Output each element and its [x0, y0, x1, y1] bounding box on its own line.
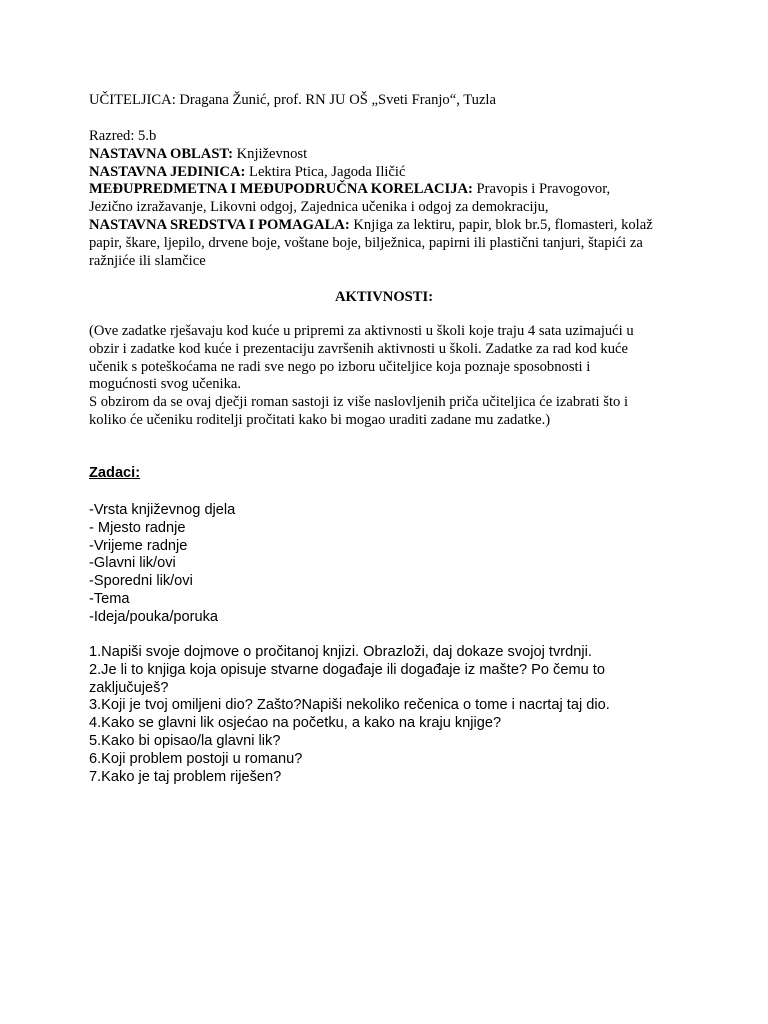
grade-line: Razred: 5.b — [89, 128, 157, 144]
question-item: 5.Kako bi opisao/la glavni lik? — [89, 732, 281, 749]
tasks-heading-text: Zadaci: — [89, 465, 141, 481]
resources-line — [89, 217, 689, 235]
question-item: 4.Kako se glavni lik osjećao na početku, a kako na kraju knjige? — [89, 715, 502, 732]
task-item: -Sporedni lik/ovi — [89, 573, 193, 590]
unit-line — [89, 164, 689, 182]
task-item: -Vrijeme radnje — [89, 537, 188, 554]
question-item: zaključuješ? — [89, 679, 169, 696]
activities-heading — [89, 289, 679, 307]
area-value: Književnost — [232, 145, 308, 162]
correlation-label: MEĐUPREDMETNA I MEĐUPODRUČNA KORELACIJA: — [89, 181, 473, 198]
task-item: -Ideja/pouka/poruka — [89, 608, 218, 625]
activities-line: (Ove zadatke rješavaju kod kuće u pripremi za aktivnosti u školi koje traju 4 sata uzimajući u — [89, 323, 634, 339]
task-item: -Tema — [89, 590, 130, 607]
tasks-heading — [89, 465, 689, 483]
teacher-line: UČITELJICA: Dragana Žunić, prof. RN JU OŠ „Sveti Franjo“, Tuzla — [89, 92, 496, 108]
question-item: 2.Je li to knjiga koja opisuje stvarne događaje ili događaje iz mašte? Po čemu to — [89, 661, 605, 678]
correlation-line — [89, 181, 689, 199]
unit-label: NASTAVNA JEDINICA: — [89, 163, 246, 180]
area-line — [89, 146, 689, 164]
activities-line: učenik s poteškoćama ne radi sve nego po izboru učiteljice koja poznaje sposobnosti i — [89, 358, 591, 375]
resources-label: NASTAVNA SREDSTVA I POMAGALA: — [89, 216, 350, 233]
lesson-info — [89, 128, 689, 270]
activities-heading-text: AKTIVNOSTI: — [334, 289, 434, 305]
task-item: -Vrsta književnog djela — [89, 502, 236, 518]
question-list — [89, 644, 689, 786]
question-item: 6.Koji problem postoji u romanu? — [89, 750, 303, 767]
correlation-value: Pravopis i Pravogovor, — [472, 181, 611, 198]
activities-line: mogućnosti svog učenika. — [89, 376, 241, 393]
activities-line: obzir i zadatke kod kuće i prezentaciju završenih aktivnosti u školi. Zadatke za rad kod kuće — [89, 340, 628, 357]
question-item: 3.Koji je tvoj omiljeni dio? Zašto?Napiši nekoliko rečenica o tome i nacrtaj taj dio. — [89, 697, 610, 714]
unit-value: Lektira Ptica, Jagoda Iličić — [245, 163, 406, 180]
resources-line-3: ražnjiće ili slamčice — [89, 252, 206, 269]
activities-paragraph — [89, 323, 689, 430]
activities-line: koliko će učeniku roditelji pročitati kako bi mogao uraditi zadane mu zadatke.) — [89, 411, 551, 428]
task-list — [89, 502, 689, 627]
activities-line: S obzirom da se ovaj dječji roman sastoji iz više naslovljenih priča učiteljica će izabrati što i — [89, 394, 628, 411]
area-label: NASTAVNA OBLAST: — [89, 145, 233, 162]
task-item: -Glavni lik/ovi — [89, 555, 176, 572]
question-item: 7.Kako je taj problem riješen? — [89, 768, 282, 785]
resources-line-2: papir, škare, ljepilo, drvene boje, voštane boje, bilježnica, papirni ili plastični tanjuri, štapići za — [89, 234, 643, 251]
resources-value: Knjiga za lektiru, papir, blok br.5, flomasteri, kolaž — [349, 216, 653, 233]
question-item: 1.Napiši svoje dojmove o pročitanoj knjizi. Obrazloži, daj dokaze svojoj tvrdnji. — [89, 644, 592, 660]
task-item: - Mjesto radnje — [89, 519, 186, 536]
correlation-line-2: Jezično izražavanje, Likovni odgoj, Zajednica učenika i odgoj za demokraciju, — [89, 199, 549, 216]
